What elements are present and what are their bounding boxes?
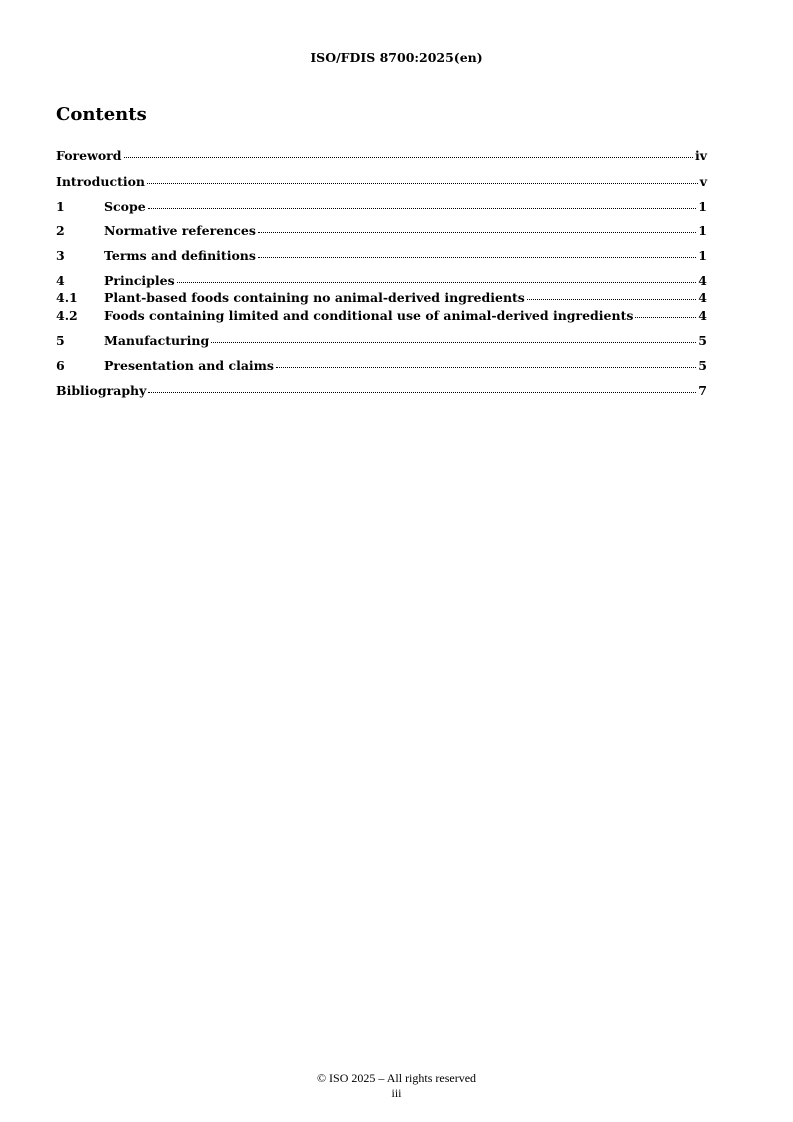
toc-entry-title: Bibliography <box>56 383 147 398</box>
toc-entry-title: Foods containing limited and conditional use of animal-derived ingredients <box>104 308 634 323</box>
dot-leader <box>258 232 696 233</box>
toc-entry-number: 5 <box>56 333 65 348</box>
page-footer <box>0 1071 793 1101</box>
toc-entry-scope[interactable] <box>56 199 707 215</box>
toc-entry-title: Manufacturing <box>104 333 210 348</box>
toc-entry-4-1[interactable] <box>56 290 707 306</box>
toc-entry-page: 7 <box>698 383 707 398</box>
dot-leader <box>276 367 696 368</box>
toc-entry-introduction[interactable] <box>56 174 707 190</box>
page-number: iii <box>391 1086 402 1100</box>
toc-entry-number: 4.2 <box>56 308 78 323</box>
toc-entry-page: iv <box>694 148 707 163</box>
toc-entry-page: 5 <box>698 358 707 373</box>
toc-entry-page: 1 <box>698 223 707 238</box>
toc-entry-manufacturing[interactable] <box>56 333 707 349</box>
toc-entry-number: 4 <box>56 273 65 288</box>
toc-entry-title: Scope <box>104 199 146 214</box>
toc-entry-title: Plant-based foods containing no animal-derived ingredients <box>104 290 525 305</box>
toc-entry-page: v <box>699 174 707 189</box>
toc-entry-number: 6 <box>56 358 65 373</box>
toc-entry-title: Terms and definitions <box>104 248 256 263</box>
toc-entry-principles[interactable] <box>56 273 707 289</box>
toc-entry-title: Normative references <box>104 223 256 238</box>
toc-entry-number: 1 <box>56 199 65 214</box>
dot-leader <box>258 257 696 258</box>
toc-entry-page: 5 <box>698 333 707 348</box>
toc-entry-number: 2 <box>56 223 65 238</box>
toc-entry-page: 1 <box>698 199 707 214</box>
toc-entry-page: 4 <box>698 290 707 305</box>
dot-leader <box>148 208 697 209</box>
toc-entry-title: Presentation and claims <box>104 358 274 373</box>
copyright-notice: © ISO 2025 – All rights reserved <box>316 1071 477 1085</box>
toc-entry-terms-and-definitions[interactable] <box>56 248 707 264</box>
toc-entry-title: Foreword <box>56 148 122 163</box>
toc-entry-page: 1 <box>698 248 707 263</box>
toc-entry-title: Principles <box>104 273 175 288</box>
dot-leader <box>635 317 696 318</box>
dot-leader <box>177 282 697 283</box>
dot-leader <box>147 183 698 184</box>
toc-entry-normative-references[interactable] <box>56 223 707 239</box>
dot-leader <box>527 299 696 300</box>
toc-entry-foreword[interactable] <box>56 148 707 164</box>
toc-entry-page: 4 <box>698 308 707 323</box>
toc-entry-page: 4 <box>698 273 707 288</box>
toc-entry-number: 3 <box>56 248 65 263</box>
toc-entry-number: 4.1 <box>56 290 78 305</box>
contents-title: Contents <box>56 104 147 125</box>
document-header: ISO/FDIS 8700:2025(en) <box>310 50 483 65</box>
dot-leader <box>124 157 693 158</box>
dot-leader <box>211 342 696 343</box>
dot-leader <box>148 392 696 393</box>
toc-entry-presentation-and-claims[interactable] <box>56 358 707 374</box>
toc-entry-4-2[interactable] <box>56 308 707 324</box>
toc-entry-bibliography[interactable] <box>56 383 707 399</box>
toc-entry-title: Introduction <box>56 174 146 189</box>
